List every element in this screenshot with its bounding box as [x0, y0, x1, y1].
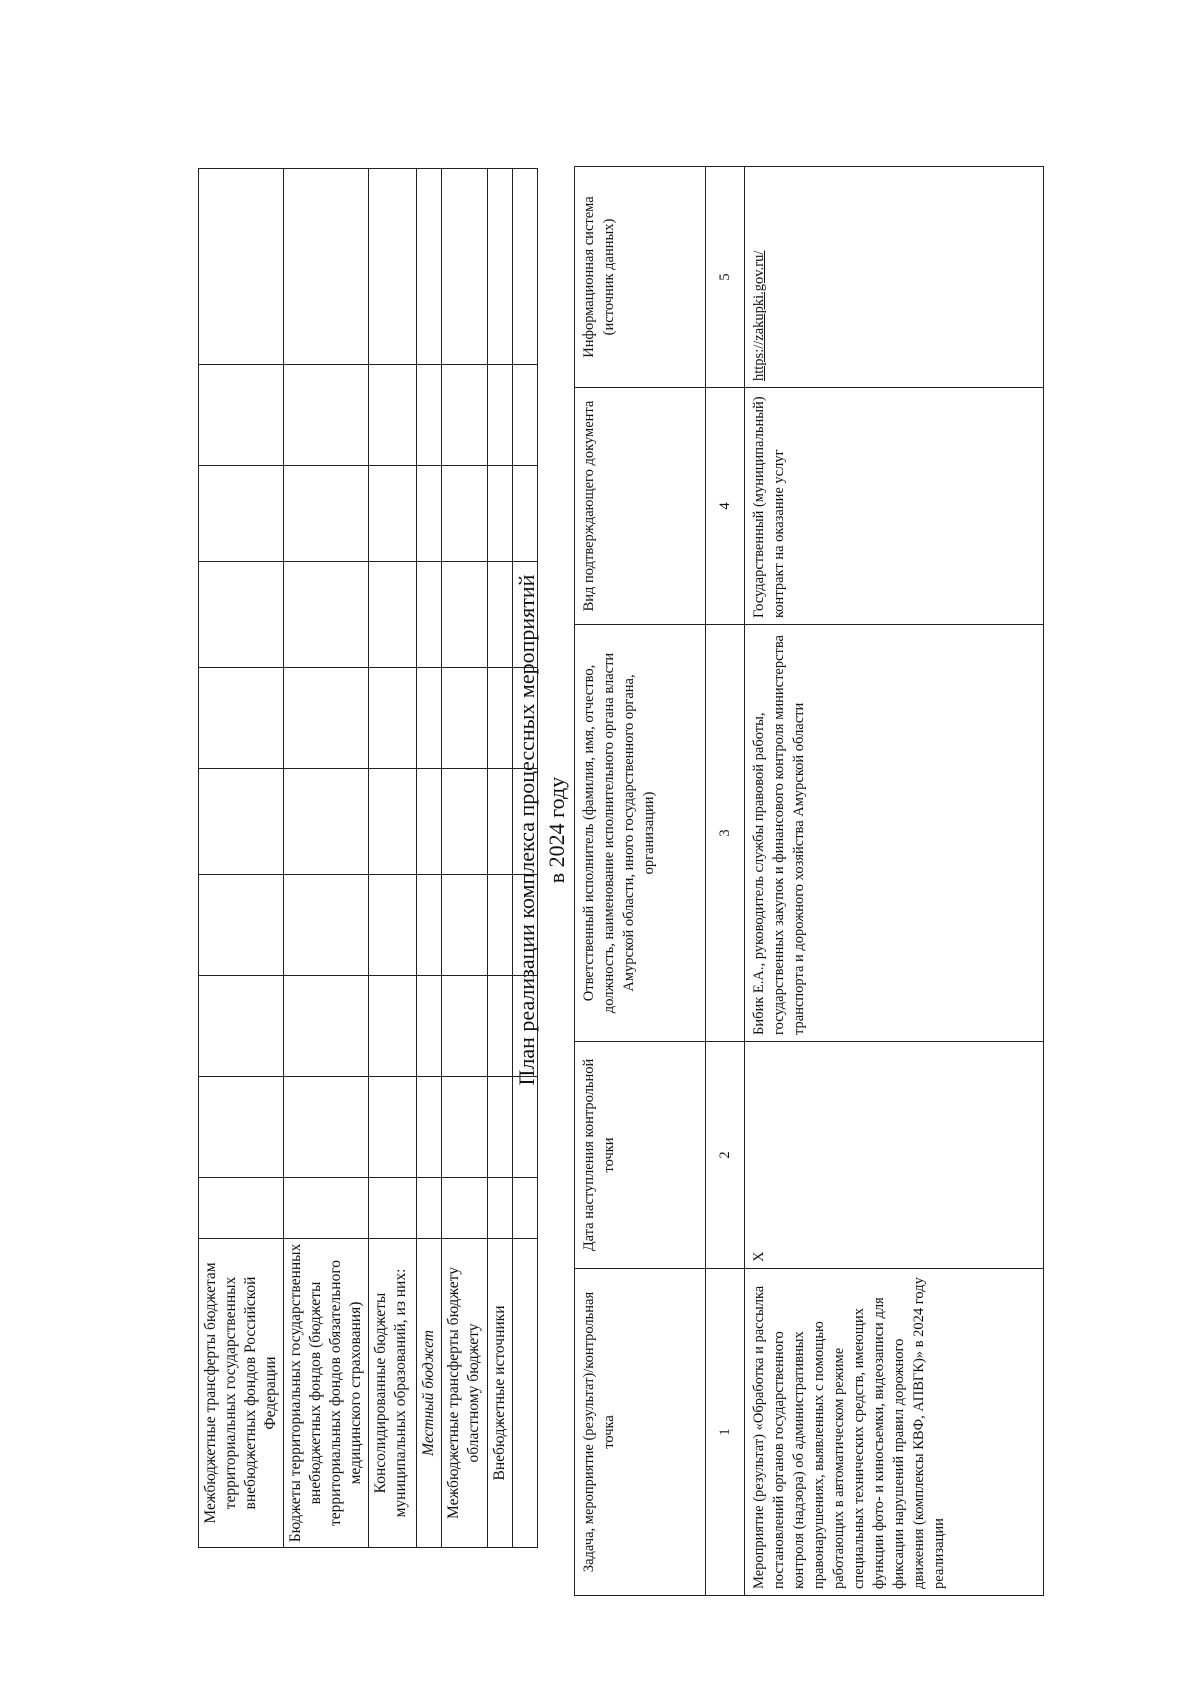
source-link[interactable]: https://zakupki.gov.ru/: [751, 250, 767, 381]
column-header: Вид подтверждающего документа: [575, 388, 706, 625]
table-row: [284, 169, 369, 1548]
row-label: Внебюджетные источники: [488, 1239, 513, 1548]
column-number-row: [706, 167, 745, 1596]
column-number: 1: [706, 1269, 745, 1596]
table-row: [488, 169, 513, 1548]
column-number: 3: [706, 625, 745, 1042]
source-cell: [745, 167, 1044, 388]
table-row: [369, 169, 417, 1548]
table-row: [199, 169, 284, 1548]
responsible-cell: Бибик Е.А., руководитель службы правовой работы, государственных закупок и финансового контроля министерства транспорта и дорожного хозяйства Амурской области: [745, 625, 1044, 1042]
task-cell: Мероприятие (результат) «Обработка и рассылка постановлений органов государственного контроля (надзора) об административных правонарушениях, выявленных с помощью работающих в автоматическом режиме специальных технических средств, имеющих функции фото- и киносъемки, видеозаписи для фиксации нарушений правил дорожного движения (комплексы КВФ, АПВГК)» в 2024 году реализации: [745, 1269, 1044, 1596]
column-header: Задача, мероприятие (результат)/контрольная точка: [575, 1269, 706, 1596]
row-label: Местный бюджет: [417, 1239, 442, 1548]
plan-table: [574, 166, 1044, 1596]
budget-sources-table: [198, 168, 538, 1548]
column-header: Информационная система (источник данных): [575, 167, 706, 388]
column-number: 2: [706, 1042, 745, 1269]
row-label: Межбюджетные трансферты бюджетам территориальных государственных внебюджетных фондов Российской Федерации: [199, 1239, 284, 1548]
column-header: Ответственный исполнитель (фамилия, имя, отчество, должность, наименование исполнительного органа власти Амурской области, иного государственного органа, организации): [575, 625, 706, 1042]
column-header: Дата наступления контрольной точки: [575, 1042, 706, 1269]
date-cell: X: [745, 1042, 1044, 1269]
row-label: Консолидированные бюджеты муниципальных образований, из них:: [369, 1239, 417, 1548]
table-row: [745, 167, 1044, 1596]
page-title: План реализации комплекса процессных мероприятий в 2024 году: [514, 574, 569, 1086]
table-header-row: [575, 167, 706, 1596]
table-row: [417, 169, 442, 1548]
row-label: Межбюджетные трансферты бюджету областному бюджету: [442, 1239, 488, 1548]
column-number: 4: [706, 388, 745, 625]
table-row: [442, 169, 488, 1548]
row-label: Бюджеты территориальных государственных внебюджетных фондов (бюджеты территориальных фондов обязательного медицинского страхования): [284, 1239, 369, 1548]
column-number: 5: [706, 167, 745, 388]
document-cell: Государственный (муниципальный) контракт на оказание услуг: [745, 388, 1044, 625]
